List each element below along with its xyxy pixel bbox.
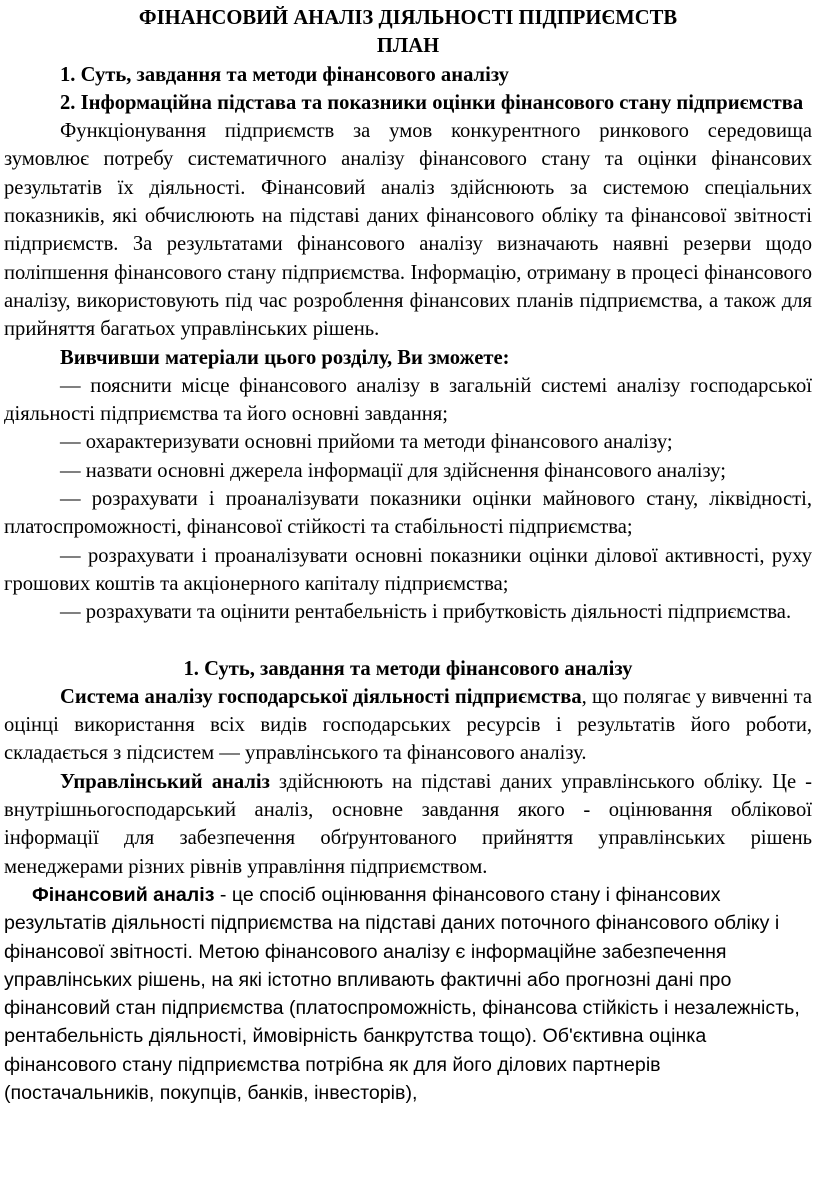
financial-analysis-block	[4, 881, 812, 1107]
plan-item: 2. Інформаційна підстава та показники оцінки фінансового стану підприємства	[60, 91, 804, 114]
objectives-heading: Вивчивши матеріали цього розділу, Ви зможете:	[60, 346, 510, 369]
intro-paragraph: Функціонування підприємств за умов конкурентного ринкового середовища зумовлює потребу систематичного аналізу фінансового стану та оцінки фінансових результатів їх діяльності. Фінансовий аналіз здійснюють за системою спеціальних показників, які обчислюють на підставі даних фінансового обліку та фінансової звітності підприємств. За результатами фінансового аналізу визначають наявні резерви щодо поліпшення фінансового стану підприємства. Інформацію, отриману в процесі фінансового аналізу, використовують під час розроблення фінансових планів підприємства, а також для прийняття багатьох управлінських рішень.	[4, 120, 812, 341]
objective-item: — розрахувати і проаналізувати основні показники оцінки ділової активності, руху грошових коштів та акціонерного капіталу підприємства;	[4, 544, 812, 595]
objective-item: — охарактеризувати основні прийоми та методи фінансового аналізу;	[60, 431, 673, 454]
paragraph-text: - це спосіб оцінювання фінансового стану і фінансових результатів діяльності підприємства на підставі даних поточного фінансового обліку і фінансової звітності. Метою фінансового аналізу є інформаційне забезпечення управлінських рішень, на які істотно впливають фактичні або прогнозні дані про фінансовий стан підприємства (платоспроможність, фінансова стійкість і незалежність, рентабельність діяльності, ймовірність банкрутства тощо). Об'єктивна оцінка фінансового стану підприємства потрібна як для його ділових партнерів (постачальників, покупців, банків, інвесторів),	[4, 883, 800, 1104]
document-title: ФІНАНСОВИЙ АНАЛІЗ ДІЯЛЬНОСТІ ПІДПРИЄМСТВ	[138, 7, 678, 29]
term-bold: Система аналізу господарської діяльності підприємства	[60, 685, 582, 708]
term-bold: Управлінський аналіз	[60, 770, 270, 793]
objective-item: — розрахувати та оцінити рентабельність і прибутковість діяльності підприємства.	[60, 601, 792, 624]
paragraph-financial-analysis	[4, 881, 812, 1107]
spacer	[4, 627, 812, 655]
paragraph-text: здійснюють на підставі даних управлінського обліку. Це - внутрішньогосподарський аналіз, основне завдання якого - оцінювання облікової інформації для забезпечення обґрунтованого прийняття управлінських рішень менеджерами різних рівнів управління підприємством.	[4, 770, 812, 878]
objective-item: — розрахувати і проаналізувати показники оцінки майнового стану, ліквідності, платоспроможності, фінансової стійкості та стабільності підприємства;	[4, 488, 812, 539]
paragraph-text: , що полягає у вивченні та оцінці використання всіх видів господарських ресурсів і результатів його роботи, складається з підсистем — управлінського та фінансового аналізу.	[4, 685, 812, 765]
paragraph-management-analysis	[4, 768, 812, 881]
section-heading: 1. Суть, завдання та методи фінансового аналізу	[183, 657, 633, 680]
plan-heading: ПЛАН	[376, 35, 440, 58]
paragraph-system	[4, 683, 812, 768]
objective-item: — назвати основні джерела інформації для здійснення фінансового аналізу;	[60, 459, 726, 482]
plan-item: 1. Суть, завдання та методи фінансового аналізу	[60, 63, 509, 86]
term-bold: Фінансовий аналіз	[32, 883, 215, 906]
objective-item: — пояснити місце фінансового аналізу в загальній системі аналізу господарської діяльності підприємства та його основні завдання;	[4, 374, 812, 426]
